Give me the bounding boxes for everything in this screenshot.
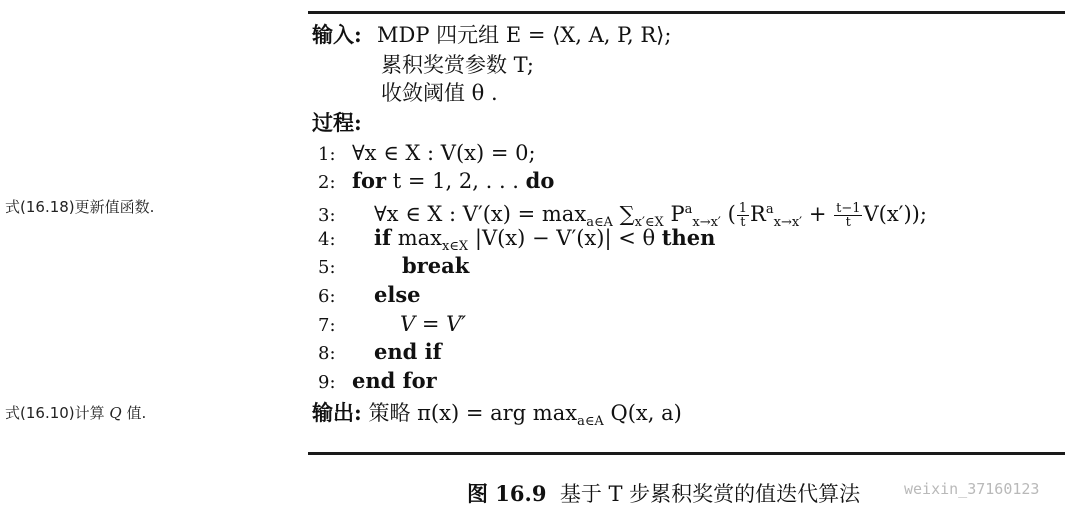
step-7 bbox=[318, 311, 466, 339]
step-8 bbox=[318, 339, 442, 367]
keyword-end-for: end for bbox=[352, 368, 437, 393]
step-number: 4: bbox=[318, 229, 336, 250]
keyword-end-if: end if bbox=[374, 339, 442, 364]
step-1 bbox=[318, 140, 536, 168]
watermark: weixin_37160123 bbox=[904, 480, 1040, 498]
figure-caption bbox=[467, 478, 860, 508]
step-number: 7: bbox=[318, 315, 336, 336]
figure-title: 基于 T 步累积奖赏的值迭代算法 bbox=[559, 482, 861, 506]
step-5 bbox=[318, 253, 469, 281]
step-number: 6: bbox=[318, 286, 336, 307]
step-text: V = V′ bbox=[400, 312, 467, 336]
step-number: 3: bbox=[318, 205, 336, 226]
input-line-mdp: MDP 四元组 E = ⟨X, A, P, R⟩; bbox=[377, 23, 672, 47]
step-3: 3: ∀x ∈ X : $V'(x) = \max_{a\in A} \sum_{x'\in X}$ $P^a_{x\to x'}$ ( $\frac{1}{t}$ $R^a_{x\to x'}$ + $\frac{t-1}{t}$ V(x′)); bbox=[318, 201, 927, 231]
side-note-q-value: 式(16.10)计算 Q 值. bbox=[5, 404, 147, 422]
input-line-theta: 收敛阈值 θ . bbox=[381, 81, 498, 105]
keyword-break: break bbox=[402, 253, 470, 278]
step-number: 8: bbox=[318, 343, 336, 364]
step-number: 1: bbox=[318, 144, 336, 165]
keyword-then: then bbox=[661, 225, 716, 250]
step-number: 9: bbox=[318, 372, 336, 393]
process-label: 过程: bbox=[312, 110, 362, 135]
fraction-t-minus-1-over-t: $\frac{t-1}{t}$ bbox=[836, 201, 861, 230]
step-number: 2: bbox=[318, 172, 336, 193]
step-2 bbox=[318, 168, 554, 196]
keyword-for: for bbox=[352, 168, 387, 193]
step-text: ∀x ∈ X : V(x) = 0; bbox=[352, 141, 536, 165]
side-note-value-update: 式(16.18)更新值函数. bbox=[5, 198, 155, 216]
keyword-do: do bbox=[525, 168, 555, 193]
input-label: 输入: bbox=[312, 22, 362, 47]
step-text: t = 1, 2, . . . bbox=[386, 169, 526, 193]
keyword-else: else bbox=[374, 282, 421, 307]
bottom-rule bbox=[308, 452, 1065, 455]
fraction-1-over-t: $\frac{1}{t}$ bbox=[738, 201, 748, 230]
output-label: 输出: bbox=[312, 400, 362, 425]
figure-label: 图 16.9 bbox=[467, 481, 547, 506]
top-rule bbox=[308, 11, 1065, 14]
step-number: 5: bbox=[318, 257, 336, 278]
step-9 bbox=[318, 368, 437, 396]
output-line: 输出: 策略 π(x) = arg $\max_{a\in A} Q(x$, a) bbox=[312, 400, 682, 430]
step-6 bbox=[318, 282, 421, 310]
input-line-t: 累积奖赏参数 T; bbox=[381, 53, 535, 77]
keyword-if: if bbox=[374, 225, 392, 250]
step-4: 4: if $\max_{x\in X} |V(x) - V'(x)| < \theta$ then bbox=[318, 225, 716, 255]
